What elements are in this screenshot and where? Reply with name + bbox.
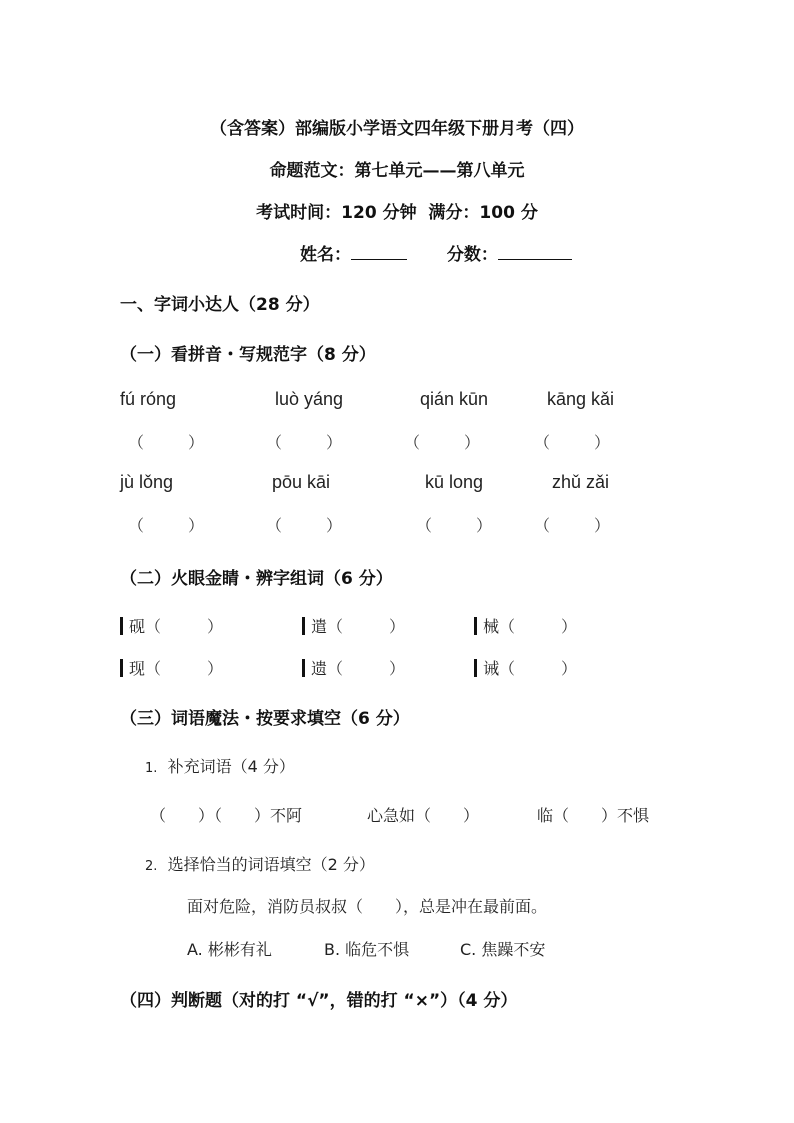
word-group-item[interactable]: 遣（ ）: [302, 614, 405, 637]
student-info: [300, 240, 572, 265]
question-title: 补充词语（4 分）: [167, 757, 295, 776]
option-b[interactable]: B. 临危不惧: [324, 940, 410, 959]
fill-item[interactable]: 临（ ）不惧: [537, 806, 650, 825]
document-title: （含答案）部编版小学语文四年级下册月考（四）: [210, 119, 584, 139]
word-group-item[interactable]: 现（ ）: [120, 656, 223, 679]
bracket-bar: [120, 617, 123, 635]
answer-blank[interactable]: （ ）: [266, 433, 343, 452]
bracket-bar: [120, 659, 123, 677]
pinyin: kāng kǎi: [547, 389, 615, 409]
score-unit: 分: [520, 203, 538, 223]
question-title: 选择恰当的词语填空（2 分）: [167, 855, 375, 874]
name-field[interactable]: [351, 245, 407, 260]
option-c[interactable]: C. 焦躁不安: [460, 940, 546, 959]
question-number: 2.: [145, 859, 158, 874]
word-group-item[interactable]: 砚（ ）: [120, 614, 223, 637]
pinyin: fú róng: [120, 389, 177, 409]
word-group-item[interactable]: 诫（ ）: [474, 656, 577, 679]
part1-heading: （一）看拼音・写规范字（8 分）: [120, 345, 376, 365]
bracket-bar: [302, 617, 305, 635]
answer-blank[interactable]: （ ）: [266, 516, 343, 535]
option-a[interactable]: A. 彬彬有礼: [187, 940, 272, 959]
fill-item[interactable]: 心急如（ ）: [367, 806, 480, 825]
question-sentence[interactable]: 面对危险，消防员叔叔（ ），总是冲在最前面。: [187, 897, 548, 916]
pinyin: kū long: [425, 472, 484, 492]
points-field[interactable]: [498, 245, 572, 260]
pinyin: qián kūn: [420, 389, 489, 409]
answer-blank[interactable]: （ ）: [404, 433, 481, 452]
time-value: 120: [341, 203, 377, 223]
exam-info: [0, 198, 794, 223]
exam-scope: 命题范文：第七单元——第八单元: [269, 161, 525, 181]
pinyin: luò yáng: [275, 389, 344, 409]
bracket-bar: [474, 617, 477, 635]
time-unit: 分钟: [382, 203, 417, 223]
part3-heading: （三）词语魔法・按要求填空（6 分）: [120, 709, 410, 729]
points-label: 分数：: [446, 245, 498, 265]
answer-blank[interactable]: （ ）: [534, 433, 611, 452]
name-label: 姓名：: [300, 245, 351, 265]
answer-blank[interactable]: （ ）: [128, 516, 205, 535]
answer-blank[interactable]: （ ）: [128, 433, 205, 452]
section-heading: 一、字词小达人（28 分）: [120, 295, 320, 315]
bracket-bar: [474, 659, 477, 677]
question-1: [145, 754, 295, 777]
word-group-item[interactable]: 械（ ）: [474, 614, 577, 637]
pinyin: zhǔ zǎi: [552, 472, 610, 492]
score-value: 100: [479, 203, 515, 223]
part2-heading: （二）火眼金睛・辨字组词（6 分）: [120, 569, 393, 589]
question-2: [145, 852, 375, 875]
fill-item[interactable]: （ ）（ ）不阿: [150, 806, 303, 825]
score-label: 满分：: [428, 203, 480, 223]
pinyin: jù lǒng: [120, 472, 174, 492]
part4-heading: （四）判断题（对的打 “√”，错的打 “×”）（4 分）: [120, 991, 518, 1011]
time-label: 考试时间：: [256, 203, 342, 223]
bracket-bar: [302, 659, 305, 677]
question-number: 1.: [145, 761, 158, 776]
word-group-item[interactable]: 遗（ ）: [302, 656, 405, 679]
answer-blank[interactable]: （ ）: [534, 516, 611, 535]
answer-blank[interactable]: （ ）: [416, 516, 493, 535]
pinyin: pōu kāi: [272, 472, 331, 492]
